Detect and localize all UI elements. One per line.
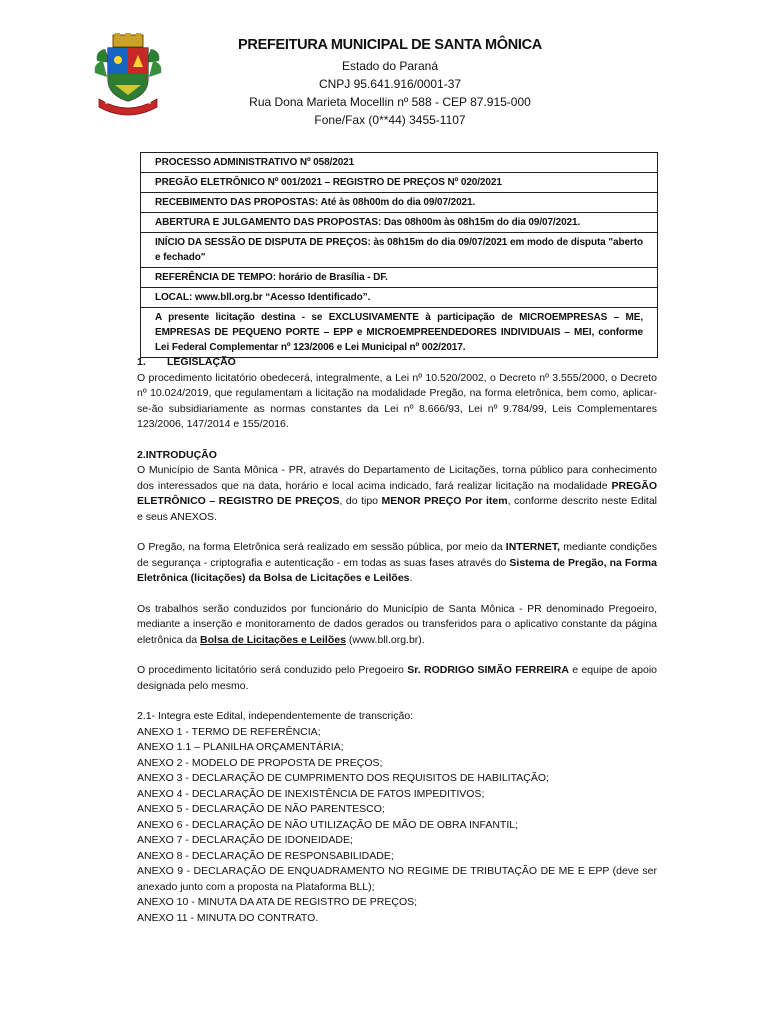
annex-list [137, 709, 657, 926]
section-1-text: O procedimento licitatório obedecerá, integralmente, a Lei nº 10.520/2002, o Decreto nº 3.555/2000, o Decreto nº 10.024/2019, que regulamentam a licitação na modalidade Pregão, na forma eletrônica, bem como, aplicar-se-ão subsidiariamente as normas constantes da Lei nº 8.666/93, Lei nº 9.784/99, Leis Complementares 123/2006, 147/2014 e 155/2016. [137, 371, 657, 430]
section-2-heading: 2.INTRODUÇÃO [137, 448, 217, 461]
phone-line: Fone/Fax (0**44) 3455-1107 [314, 113, 466, 127]
list-item: ANEXO 5 - DECLARAÇÃO DE NÃO PARENTESCO; [137, 803, 385, 815]
section-1-title: LEGISLAÇÃO [167, 356, 236, 368]
annex-intro: 2.1- Integra este Edital, independentemente de transcrição: [137, 710, 414, 722]
licitacao-row: A presente licitação destina - se EXCLUSIVAMENTE à participação de MICROEMPRESAS – ME, EMPRESAS DE PEQUENO PORTE – EPP e MICROEMPREENDEDORES INDIVIDUAIS – MEI, conforme Lei Federal Complementar nº 123/2006 e Lei Municipal nº 002/2017. [155, 312, 643, 353]
document-body [137, 355, 657, 926]
abertura-row: ABERTURA E JULGAMENTO DAS PROPOSTAS: Das 08h00m às 08h15m do dia 09/07/2021. [141, 213, 657, 233]
list-item: ANEXO 10 - MINUTA DA ATA DE REGISTRO DE PREÇOS; [137, 896, 418, 908]
cnpj-line: CNPJ 95.641.916/0001-37 [318, 77, 462, 91]
state-line: Estado do Paraná [341, 59, 439, 73]
list-item: ANEXO 9 - DECLARAÇÃO DE ENQUADRAMENTO NO REGIME DE TRIBUTAÇÃO DE ME E EPP (deve ser anexado junto com a proposta na Plataforma BLL); [137, 865, 657, 893]
referencia-row: REFERÊNCIA DE TEMPO: horário de Brasília - DF. [141, 268, 657, 288]
section-1-heading [137, 355, 657, 371]
intro-paragraph-4: O procedimento licitatório será conduzido pelo Pregoeiro Sr. RODRIGO SIMÃO FERREIRA e equipe de apoio designada pelo mesmo. [137, 664, 657, 692]
bll-link[interactable]: Bolsa de Licitações e Leilões [200, 633, 346, 646]
municipality-title: PREFEITURA MUNICIPAL DE SANTA MÔNICA [238, 37, 542, 53]
intro-paragraph-2: O Pregão, na forma Eletrônica será realizado em sessão pública, por meio da INTERNET, mediante condições de segurança - criptografia e autenticação - em todas as suas fases através do Sistema de Pregão, na Forma Eletrônica (licitações) da Bolsa de Licitações e Leilões. [137, 541, 657, 584]
inicio-row: INÍCIO DA SESSÃO DE DISPUTA DE PREÇOS: às 08h15m do dia 09/07/2021 em modo de disputa "aberto e fechado" [141, 233, 657, 268]
list-item: ANEXO 2 - MODELO DE PROPOSTA DE PREÇOS; [137, 756, 383, 769]
coat-of-arms-logo [93, 33, 163, 117]
address-line: Rua Dona Marieta Mocellin nº 588 - CEP 87.915-000 [249, 95, 531, 109]
list-item: ANEXO 4 - DECLARAÇÃO DE INEXISTÊNCIA DE FATOS IMPEDITIVOS; [137, 787, 485, 800]
process-summary-box [140, 152, 658, 358]
section-1-number: 1. [137, 356, 146, 368]
processo-row: PROCESSO ADMINISTRATIVO Nº 058/2021 [141, 153, 657, 173]
list-item: ANEXO 1 - TERMO DE REFERÊNCIA; [137, 725, 321, 738]
letterhead [195, 37, 585, 129]
list-item: ANEXO 8 - DECLARAÇÃO DE RESPONSABILIDADE; [137, 849, 394, 862]
intro-paragraph-1: O Município de Santa Mônica - PR, através do Departamento de Licitações, torna público para conhecimento dos interessados que na data, horário e local acima indicado, fará realizar licitação na modalidade PREGÃO ELETRÔNICO – REGISTRO DE PREÇOS, do tipo MENOR PREÇO Por item, conforme descrito neste Edital e seus ANEXOS. [137, 464, 657, 523]
list-item: ANEXO 7 - DECLARAÇÃO DE IDONEIDADE; [137, 834, 353, 846]
list-item: ANEXO 1.1 – PLANILHA ORÇAMENTÁRIA; [137, 741, 344, 753]
local-row: LOCAL: www.bll.org.br “Acesso Identificado”. [141, 288, 657, 308]
recebimento-row: RECEBIMENTO DAS PROPOSTAS: Até às 08h00m do dia 09/07/2021. [141, 193, 657, 213]
pregao-row: PREGÃO ELETRÔNICO Nº 001/2021 – REGISTRO DE PREÇOS Nº 020/2021 [141, 173, 657, 193]
intro-paragraph-3: Os trabalhos serão conduzidos por funcionário do Município de Santa Mônica - PR denominado Pregoeiro, mediante a inserção e monitoramento de dados gerados ou transferidos para o aplicativo constante da página eletrônica da Bolsa de Licitações e Leilões (www.bll.org.br). [137, 602, 657, 646]
list-item: ANEXO 3 - DECLARAÇÃO DE CUMPRIMENTO DOS REQUISITOS DE HABILITAÇÃO; [137, 772, 549, 784]
list-item: ANEXO 11 - MINUTA DO CONTRATO. [137, 911, 319, 924]
list-item: ANEXO 6 - DECLARAÇÃO DE NÃO UTILIZAÇÃO DE MÃO DE OBRA INFANTIL; [137, 818, 518, 831]
